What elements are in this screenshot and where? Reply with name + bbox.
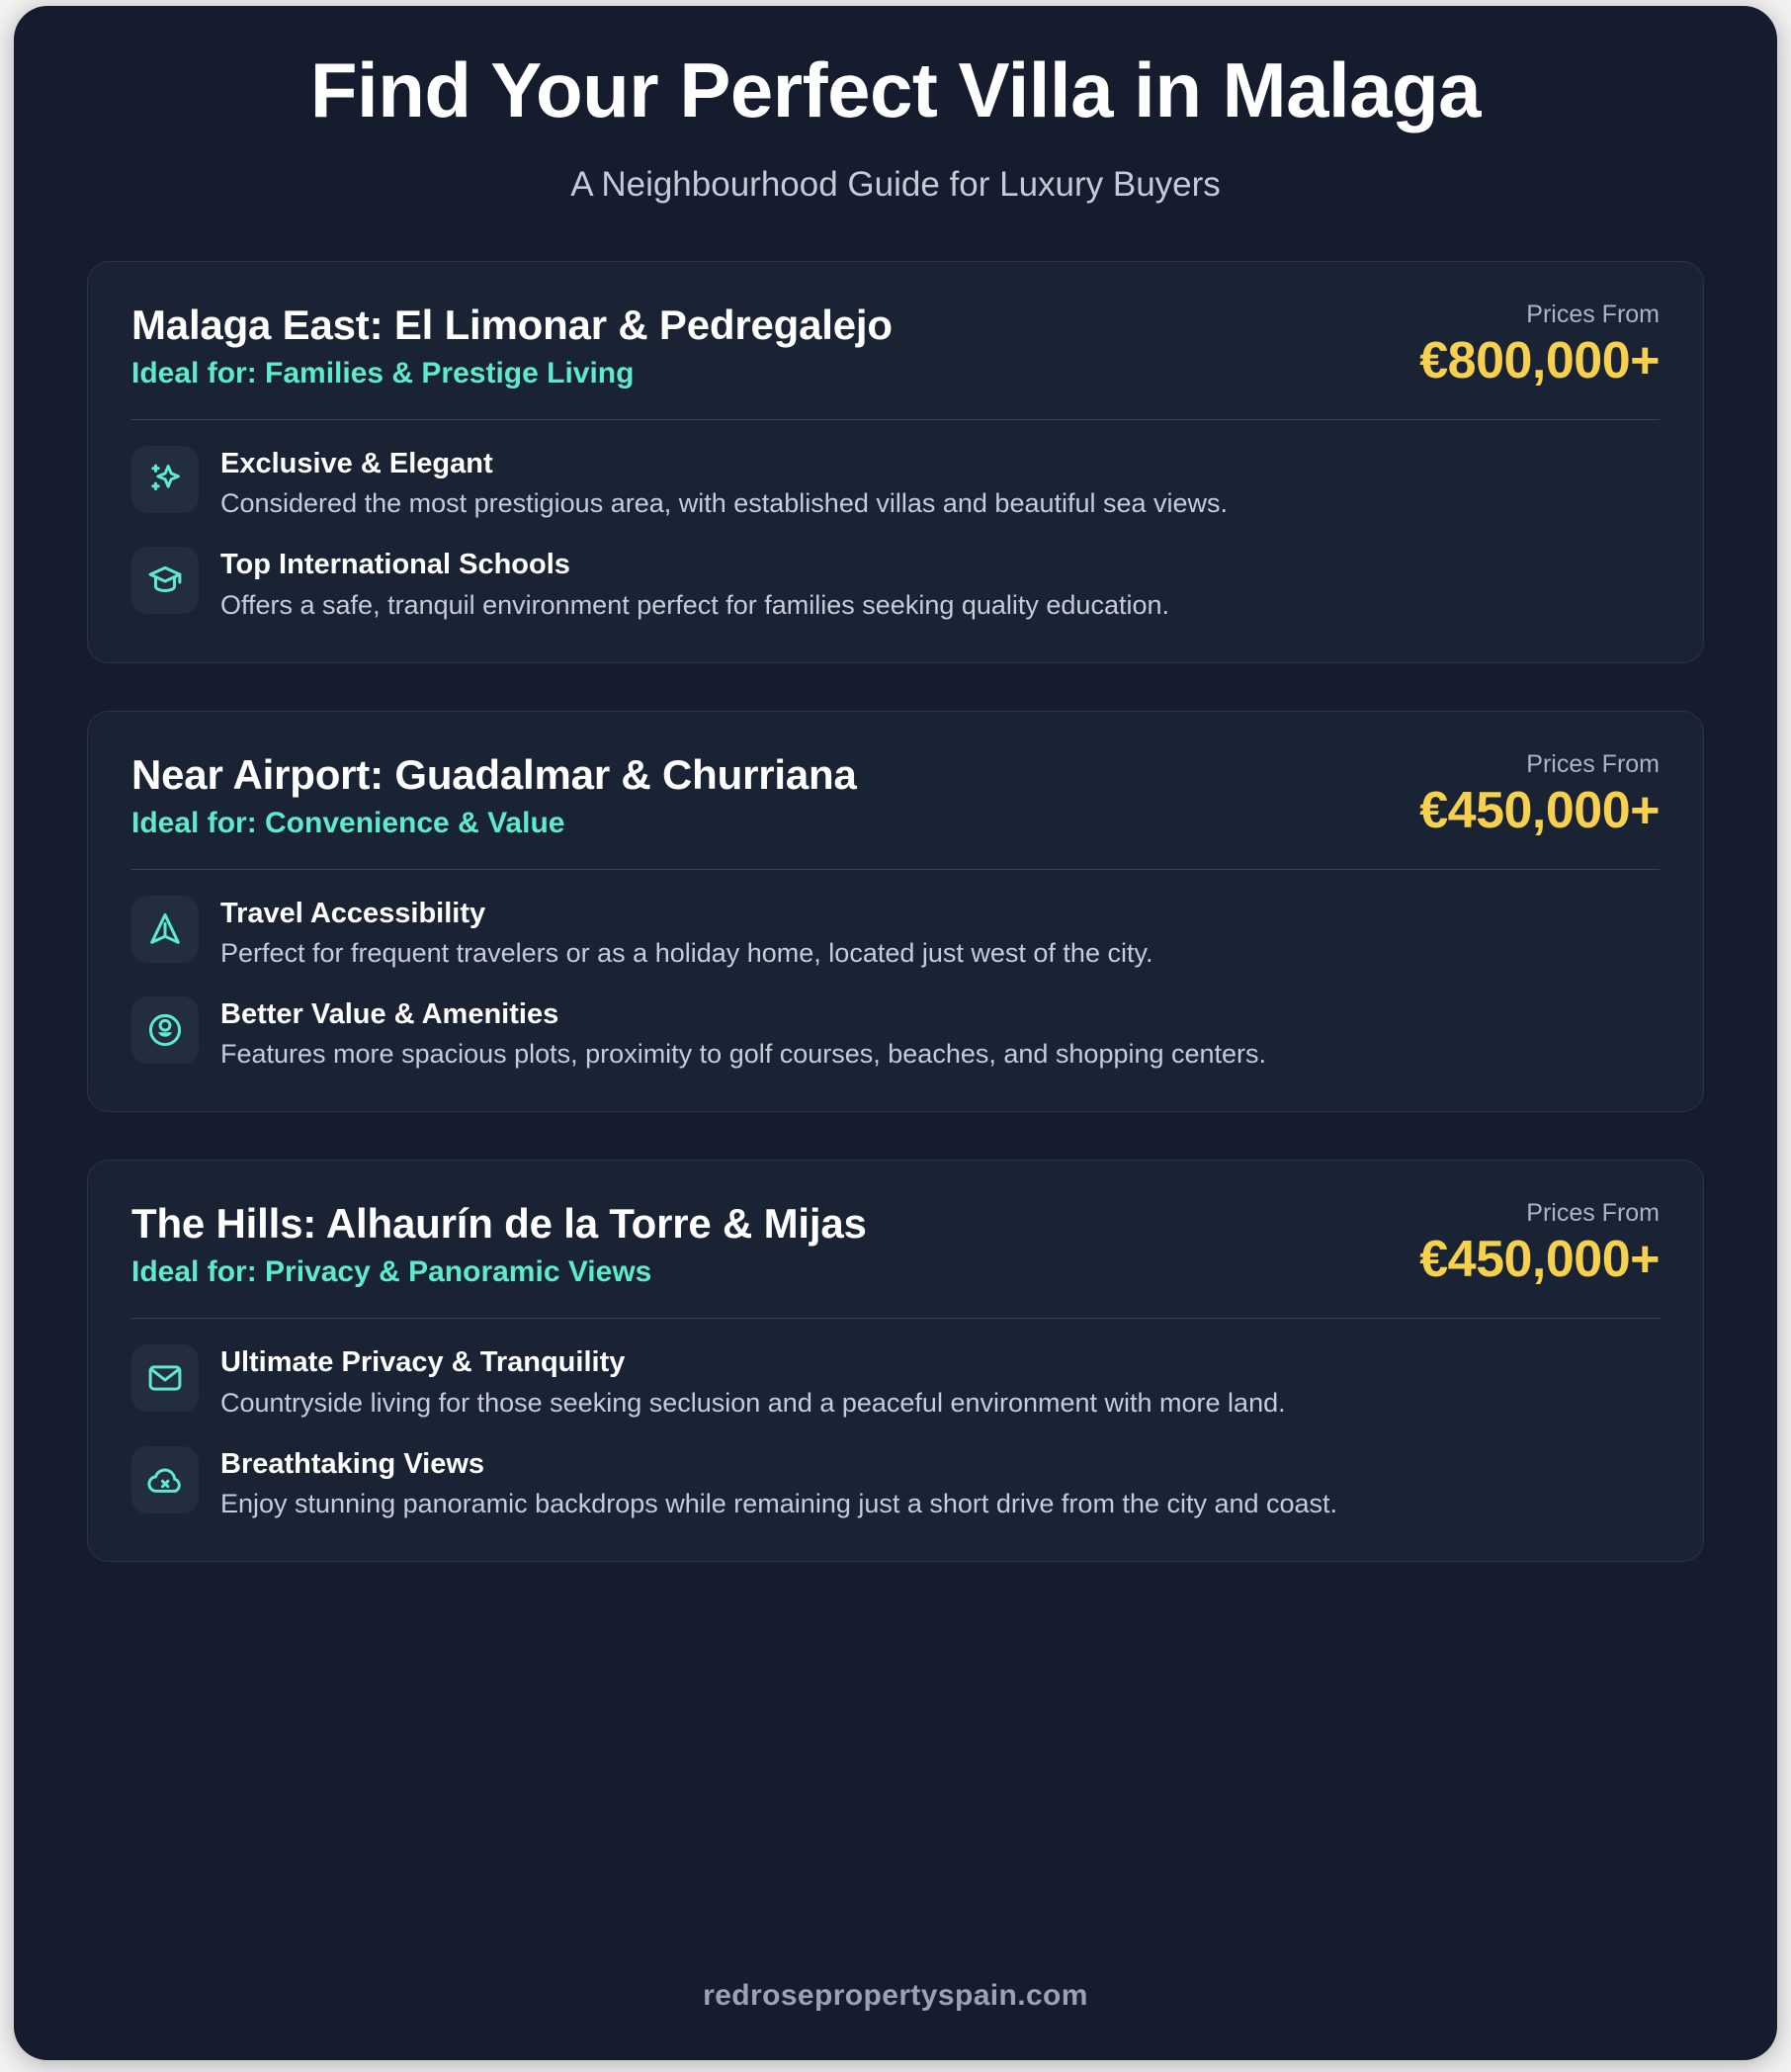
feature-item [131, 994, 1660, 1072]
graduation-cap-icon [131, 547, 199, 614]
card-header [131, 747, 1660, 841]
price-label: Prices From [1526, 749, 1660, 778]
page-title: Find Your Perfect Villa in Malaga [309, 46, 1482, 133]
card-header-text [131, 747, 1396, 841]
card-price-block [1419, 298, 1660, 388]
feature-body [220, 1342, 1660, 1420]
card-header-text [131, 1196, 1396, 1290]
feature-title: Top International Schools [220, 549, 570, 581]
card-title: Near Airport: Guadalmar & Churriana [131, 750, 857, 798]
feature-item [131, 545, 1660, 622]
card-title: Malaga East: El Limonar & Pedregalejo [131, 302, 893, 348]
card-divider [131, 419, 1660, 420]
card-price-block [1419, 1196, 1660, 1287]
envelope-icon [131, 1344, 199, 1412]
feature-title: Breathtaking Views [220, 1447, 485, 1480]
feature-title: Travel Accessibility [220, 897, 486, 929]
feature-list [131, 444, 1660, 623]
infographic-panel [14, 6, 1777, 2060]
card-divider [131, 869, 1660, 870]
feature-description: Offers a safe, tranquil environment perfect for families seeking quality education. [220, 589, 1170, 620]
feature-body [220, 894, 1660, 971]
feature-title: Better Value & Amenities [220, 998, 559, 1031]
card-ideal-for: Ideal for: Convenience & Value [131, 806, 565, 839]
navigation-arrow-icon [131, 896, 199, 963]
card-price-block [1419, 747, 1660, 838]
header [14, 6, 1777, 206]
feature-list [131, 1342, 1660, 1521]
feature-description: Enjoy stunning panoramic backdrops while remaining just a short drive from the city and coast. [220, 1489, 1338, 1519]
price-value: €450,000+ [1419, 1231, 1660, 1289]
price-value: €800,000+ [1419, 332, 1660, 389]
sparkles-icon [131, 446, 199, 513]
price-value: €450,000+ [1419, 781, 1660, 839]
cloud-x-icon [131, 1446, 199, 1513]
card-ideal-for: Ideal for: Families & Prestige Living [131, 357, 635, 390]
feature-list [131, 894, 1660, 1073]
feature-body [220, 545, 1660, 622]
feature-item [131, 444, 1660, 521]
neighbourhood-card [87, 261, 1704, 663]
feature-description: Countryside living for those seeking seclusion and a peaceful environment with more land. [220, 1387, 1286, 1418]
footer [14, 1979, 1777, 2013]
feature-title: Exclusive & Elegant [220, 448, 493, 480]
feature-body [220, 1444, 1660, 1521]
feature-description: Considered the most prestigious area, with established villas and beautiful sea views. [220, 488, 1229, 519]
price-label: Prices From [1526, 1199, 1660, 1228]
card-divider [131, 1318, 1660, 1319]
site-watermark: redrosepropertyspain.com [703, 1979, 1088, 2012]
feature-body [220, 444, 1660, 521]
feature-description: Features more spacious plots, proximity to golf courses, beaches, and shopping centers. [220, 1039, 1267, 1070]
neighbourhood-card-list [14, 206, 1777, 1562]
feature-description: Perfect for frequent travelers or as a holiday home, located just west of the city. [220, 938, 1153, 968]
feature-item [131, 894, 1660, 971]
feature-item [131, 1444, 1660, 1521]
card-header-text [131, 298, 1396, 391]
feature-item [131, 1342, 1660, 1420]
neighbourhood-card [87, 1160, 1704, 1562]
smiley-face-icon [131, 996, 199, 1064]
card-title: The Hills: Alhaurín de la Torre & Mijas [131, 1200, 867, 1248]
card-header [131, 298, 1660, 391]
price-label: Prices From [1526, 301, 1660, 328]
feature-body [220, 994, 1660, 1072]
neighbourhood-card [87, 711, 1704, 1113]
feature-title: Ultimate Privacy & Tranquility [220, 1346, 626, 1379]
card-header [131, 1196, 1660, 1290]
card-ideal-for: Ideal for: Privacy & Panoramic Views [131, 1255, 652, 1289]
page-subtitle: A Neighbourhood Guide for Luxury Buyers [570, 165, 1221, 204]
